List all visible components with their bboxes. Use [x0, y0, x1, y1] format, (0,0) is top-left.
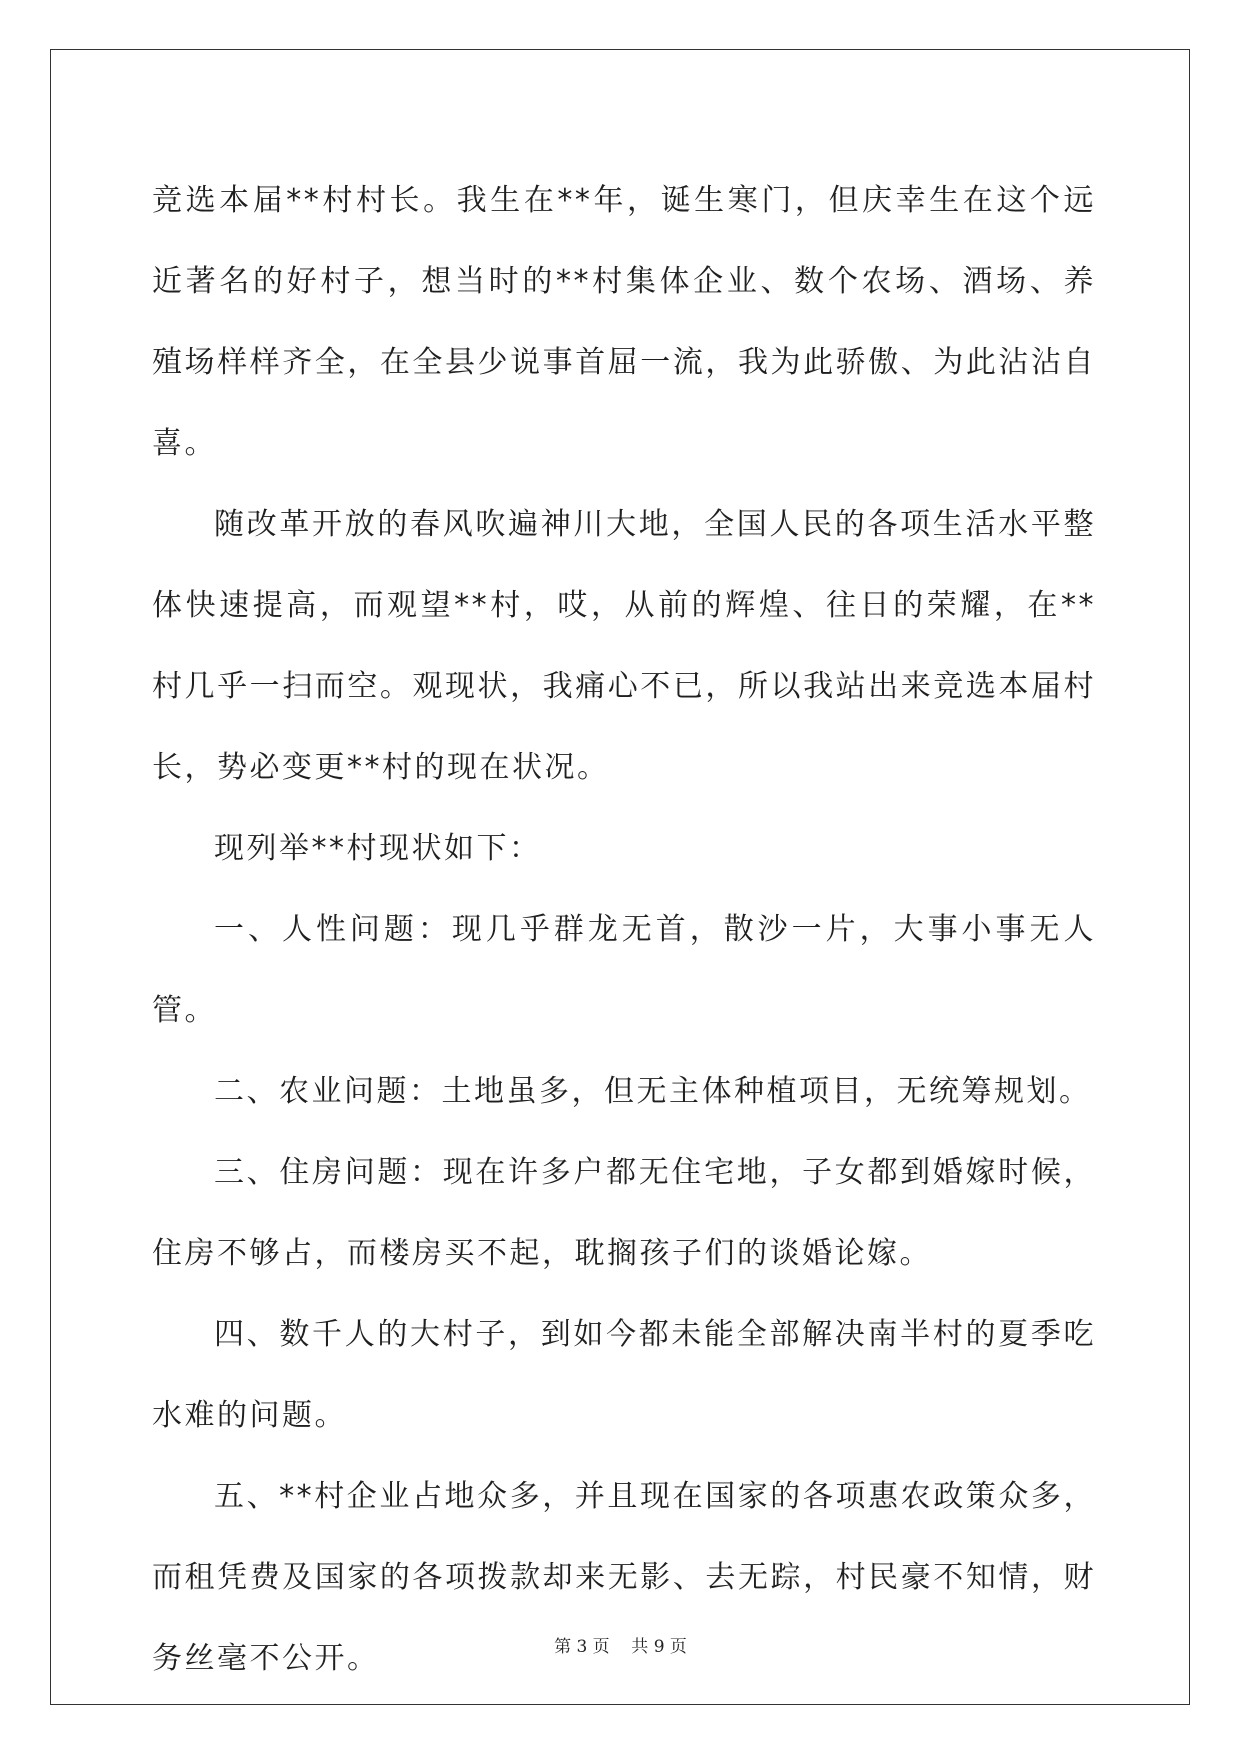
- document-body: [152, 160, 1096, 1699]
- paragraph-3: 现列举**村现状如下：: [214, 831, 542, 866]
- paragraph-7: 四、数千人的大村子，到如今都未能全部解决南半村的夏季吃水难的问题。: [152, 1317, 1096, 1433]
- page-number-footer: 第 3 页 共 9 页: [554, 1637, 687, 1657]
- paragraph-4: 一、人性问题：现几乎群龙无首，散沙一片，大事小事无人管。: [152, 912, 1096, 1028]
- paragraph-8: 五、**村企业占地众多，并且现在国家的各项惠农政策众多，而租凭费及国家的各项拨款却来无影、去无踪，村民豪不知情，财务丝毫不公开。: [152, 1479, 1096, 1676]
- paragraph-1: 竞选本届**村村长。我生在**年，诞生寒门，但庆幸生在这个远近著名的好村子，想当时的**村集体企业、数个农场、酒场、养殖场样样齐全，在全县少说事首屈一流，我为此骄傲、为此沾沾自喜。: [152, 183, 1096, 461]
- paragraph-2: 随改革开放的春风吹遍神川大地，全国人民的各项生活水平整体快速提高，而观望**村，哎，从前的辉煌、往日的荣耀，在**村几乎一扫而空。观现状，我痛心不已，所以我站出来竞选本届村长，势必变更**村的现在状况。: [152, 507, 1096, 785]
- paragraph-6: 三、住房问题：现在许多户都无住宅地，子女都到婚嫁时候，住房不够占，而楼房买不起，耽搁孩子们的谈婚论嫁。: [152, 1155, 1096, 1271]
- paragraph-5: 二、农业问题：土地虽多，但无主体种植项目，无统筹规划。: [214, 1074, 1092, 1109]
